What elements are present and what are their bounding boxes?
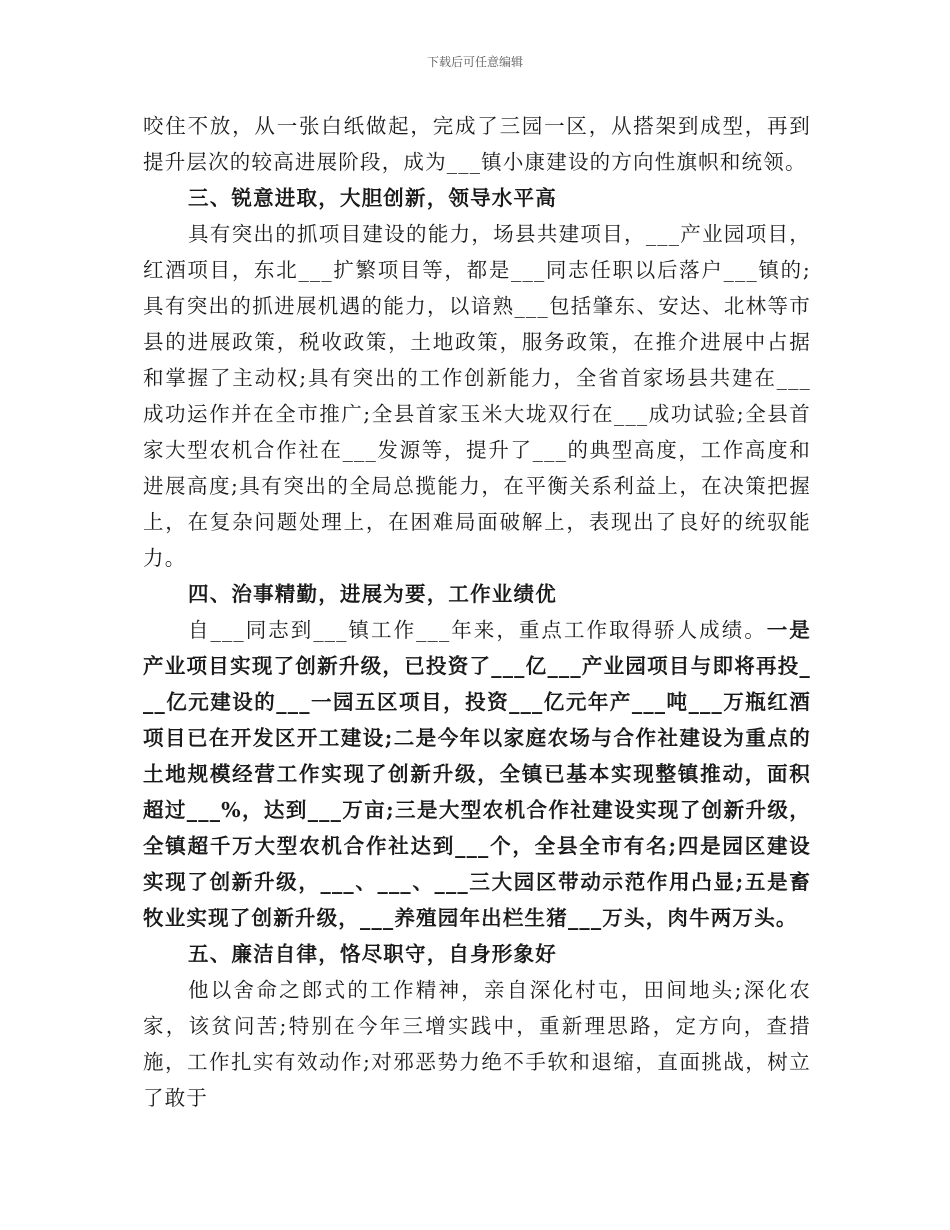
section-heading-4: 四、治事精勤，进展为要，工作业绩优 <box>188 582 557 606</box>
document-body <box>143 108 811 1116</box>
paragraph-leadership: 具有突出的抓项目建设的能力，场县共建项目，___产业园项目，红酒项目，东北___扩繁项目等，都是___同志任职以后落户___镇的;具有突出的抓进展机遇的能力，以谙熟___包括肇东、安达、北林等市县的进展政策，税收政策，土地政策，服务政策，在推介进展中占据和掌握了主动权;具有突出的工作创新能力，全省首家场县共建在___成功运作并在全市推广;全县首家玉米大垅双行在___成功试验;全县首家大型农机合作社在___发源等，提升了___的典型高度，工作高度和进展高度;具有突出的全局总揽能力，在平衡关系利益上，在决策把握上，在复杂问题处理上，在困难局面破解上，表现出了良好的统驭能力。 <box>143 222 811 570</box>
achievements-detail: 一是产业项目实现了创新升级，已投资了___亿___产业园项目与即将再投___亿元建设的___一园五区项目，投资___亿元年产___吨___万瓶红酒项目已在开发区开工建设;二是今年以家庭农场与合作社建设为重点的土地规模经营工作实现了创新升级，全镇已基本实现整镇推动，面积超过___%，达到___万亩;三是大型农机合作社建设实现了创新升级，全镇超千万大型农机合作社达到___个，全县全市有名;四是园区建设实现了创新升级，___、___、___三大园区带动示范作用凸显;五是畜牧业实现了创新升级，___养殖园年出栏生猪___万头，肉牛两万头。 <box>143 618 811 930</box>
paragraph-continued: 咬住不放，从一张白纸做起，完成了三园一区，从搭架到成型，再到提升层次的较高进展阶段，成为___镇小康建设的方向性旗帜和统领。 <box>143 114 811 174</box>
achievements-intro: 自___同志到___镇工作___年来，重点工作取得骄人成绩。 <box>188 618 767 642</box>
paragraph-achievements <box>143 612 811 936</box>
page-header: 下载后可任意编辑 <box>426 55 523 69</box>
section-heading-3: 三、锐意进取，大胆创新，领导水平高 <box>188 186 557 210</box>
paragraph-integrity: 他以舍命之郎式的工作精神，亲自深化村屯，田间地头;深化农家，该贫问苦;特别在今年三增实践中，重新理思路，定方向，查措施，工作扎实有效动作;对邪恶势力绝不手软和退缩，直面挑战，树立了敢于 <box>143 978 811 1110</box>
section-heading-5: 五、廉洁自律，恪尽职守，自身形象好 <box>188 942 557 966</box>
